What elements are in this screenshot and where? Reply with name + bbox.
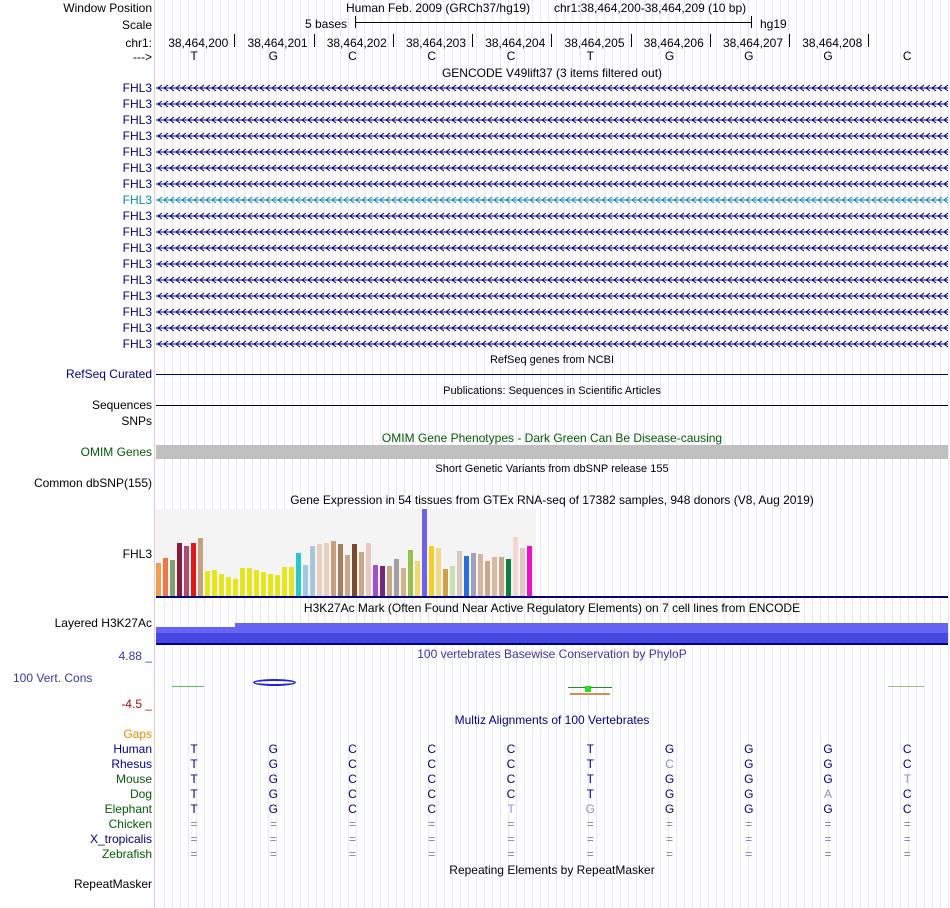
alignment-base: T — [586, 742, 594, 756]
gencode-gene-line[interactable] — [156, 306, 948, 318]
gtex-tissue-bar[interactable] — [359, 552, 364, 596]
gtex-tissue-bar[interactable] — [436, 548, 441, 596]
base-letter: G — [664, 49, 675, 63]
gtex-tissue-bar[interactable] — [401, 568, 406, 596]
alignment-base: C — [427, 772, 437, 786]
gencode-gene-label[interactable]: FHL3 — [122, 305, 152, 319]
base-letter: C — [506, 49, 516, 63]
gtex-tissue-bar[interactable] — [450, 566, 455, 596]
gencode-track-title: GENCODE V49lift37 (3 items filtered out) — [441, 66, 663, 80]
alignment-base: C — [348, 802, 357, 816]
alignment-base: C — [427, 787, 437, 801]
gencode-gene-label[interactable]: FHL3 — [122, 289, 152, 303]
alignment-base: C — [506, 742, 516, 756]
strand-label: ---> — [133, 50, 152, 64]
gencode-gene-line[interactable] — [156, 130, 948, 142]
gtex-tissue-bar[interactable] — [324, 543, 329, 596]
gtex-tissue-bar[interactable] — [282, 567, 287, 596]
refseq-track-label[interactable]: RefSeq Curated — [65, 367, 152, 381]
alignment-base: C — [902, 757, 912, 771]
ruler-tick-label: 38,464,206 — [643, 36, 704, 50]
gtex-tissue-bar[interactable] — [422, 509, 427, 596]
sequences-line[interactable] — [156, 405, 948, 406]
species-label[interactable]: Zebrafish — [101, 847, 152, 861]
species-label[interactable]: Rhesus — [111, 757, 152, 771]
phylop-mark-2 — [253, 679, 296, 686]
alignment-base: T — [586, 772, 594, 786]
alignment-base: G — [744, 787, 754, 801]
alignment-base: C — [427, 742, 437, 756]
scale-db: hg19 — [760, 17, 787, 31]
gtex-tissue-bar[interactable] — [261, 572, 266, 596]
window-position-label: Window Position — [63, 1, 152, 15]
phylop-track-label[interactable]: 100 Vert. Cons — [13, 671, 93, 685]
gencode-gene-label[interactable]: FHL3 — [122, 97, 152, 111]
gtex-tissue-bar[interactable] — [527, 546, 532, 596]
gtex-tissue-bar[interactable] — [520, 548, 525, 596]
gtex-tissue-bar[interactable] — [387, 566, 392, 596]
gencode-gene-label[interactable]: FHL3 — [122, 241, 152, 255]
alignment-base: A — [823, 787, 833, 801]
gtex-tissue-bar[interactable] — [212, 570, 217, 596]
gtex-tissue-bar[interactable] — [317, 544, 322, 596]
gtex-tissue-bar[interactable] — [429, 546, 434, 596]
alignment-base: = — [507, 817, 515, 831]
base-letter: G — [823, 49, 833, 63]
gtex-tissue-bar[interactable] — [408, 550, 413, 596]
gencode-gene-line[interactable] — [156, 290, 948, 302]
gencode-gene-label[interactable]: FHL3 — [122, 161, 152, 175]
ruler-tick-mark — [868, 34, 869, 47]
species-label[interactable]: Human — [113, 742, 152, 756]
species-label[interactable]: Mouse — [115, 772, 152, 786]
gtex-tissue-bar[interactable] — [471, 553, 476, 596]
phylop-min-label: -4.5 _ — [121, 697, 152, 711]
gtex-tissue-bar[interactable] — [513, 537, 518, 596]
alignment-base: G — [823, 742, 833, 756]
h3k27ac-track-label[interactable]: Layered H3K27Ac — [54, 616, 152, 630]
gtex-tissue-bar[interactable] — [233, 579, 238, 596]
gtex-tissue-bar[interactable] — [366, 543, 371, 596]
alignment-base: = — [903, 832, 911, 846]
phylop-mark-5 — [570, 693, 610, 695]
alignment-base: G — [664, 802, 675, 816]
gencode-gene-label[interactable]: FHL3 — [122, 81, 152, 95]
alignment-base: G — [823, 757, 833, 771]
omim-bar[interactable] — [156, 445, 948, 459]
gtex-tissue-bar[interactable] — [380, 566, 385, 596]
gencode-gene-label[interactable]: FHL3 — [122, 113, 152, 127]
gtex-tissue-bar[interactable] — [191, 543, 196, 596]
alignment-base: = — [745, 832, 753, 846]
alignment-base: C — [506, 787, 516, 801]
gencode-gene-line[interactable] — [156, 162, 948, 174]
alignment-base: T — [507, 802, 515, 816]
gtex-tissue-bar[interactable] — [289, 567, 294, 596]
sequences-track-label[interactable]: Sequences — [91, 398, 152, 412]
gencode-gene-line[interactable] — [156, 322, 948, 334]
alignment-base: = — [745, 817, 753, 831]
grid-line — [948, 0, 949, 908]
gtex-tissue-bar[interactable] — [205, 571, 210, 596]
gtex-baseline — [156, 596, 948, 598]
ruler-tick-mark — [710, 34, 711, 47]
alignment-base: T — [190, 802, 198, 816]
gtex-tissue-bar[interactable] — [156, 563, 161, 596]
ruler-tick-mark — [551, 34, 552, 47]
gtex-tissue-bar[interactable] — [338, 544, 343, 596]
gencode-gene-line[interactable] — [156, 194, 948, 206]
scale-bar — [355, 22, 751, 23]
alignment-base: G — [744, 757, 754, 771]
alignment-base: G — [664, 787, 675, 801]
alignment-base: C — [348, 787, 357, 801]
alignment-base: G — [268, 742, 278, 756]
alignment-base: G — [823, 802, 833, 816]
refseq-track-title: RefSeq genes from NCBI — [489, 354, 615, 366]
gtex-track-title: Gene Expression in 54 tissues from GTEx RNA-seq of 17382 samples, 948 donors (V8, Aug 2019) — [290, 493, 814, 507]
alignment-base: = — [507, 832, 515, 846]
alignment-base: = — [586, 817, 594, 831]
species-label[interactable]: Dog — [129, 787, 152, 801]
alignment-base: G — [744, 802, 754, 816]
chrom-label: chr1: — [125, 36, 152, 50]
alignment-base: C — [348, 757, 357, 771]
gencode-gene-label[interactable]: FHL3 — [122, 209, 152, 223]
gtex-tissue-bar[interactable] — [352, 544, 357, 596]
gencode-gene-label[interactable]: FHL3 — [122, 257, 152, 271]
ruler-tick-label: 38,464,202 — [326, 36, 387, 50]
alignment-base: G — [268, 772, 278, 786]
label-gutter-divider — [154, 0, 155, 908]
gtex-tissue-bar[interactable] — [247, 568, 252, 596]
dbsnp-track-title: Short Genetic Variants from dbSNP release 155 — [435, 463, 669, 475]
alignment-base: T — [586, 757, 594, 771]
ruler-tick-label: 38,464,201 — [247, 36, 308, 50]
gtex-tissue-bar[interactable] — [506, 559, 511, 596]
gtex-tissue-bar[interactable] — [478, 554, 483, 596]
species-label[interactable]: X_tropicalis — [89, 832, 152, 846]
gencode-gene-label[interactable]: FHL3 — [122, 129, 152, 143]
gtex-tissue-bar[interactable] — [240, 568, 245, 596]
alignment-base: T — [190, 772, 198, 786]
phylop-mark-6 — [888, 686, 924, 687]
ruler-tick-mark — [789, 34, 790, 47]
ruler-tick-mark — [631, 34, 632, 47]
gtex-track-label[interactable]: FHL3 — [122, 547, 152, 561]
gtex-tissue-bar[interactable] — [415, 561, 420, 596]
base-letter: C — [427, 49, 437, 63]
alignment-base: C — [902, 787, 912, 801]
phylop-mark-1 — [172, 686, 204, 687]
gencode-gene-label[interactable]: FHL3 — [122, 145, 152, 159]
snps-track-label[interactable]: SNPs — [121, 414, 152, 428]
alignment-base: C — [348, 772, 357, 786]
h3k27ac-signal-lower — [156, 633, 948, 643]
h3k27ac-baseline — [156, 643, 948, 645]
alignment-base: G — [744, 772, 754, 786]
ruler-tick-mark — [393, 34, 394, 47]
omim-track-label[interactable]: OMIM Genes — [80, 445, 152, 459]
refseq-gene-line[interactable] — [156, 374, 948, 375]
species-label[interactable]: Elephant — [104, 802, 152, 816]
ruler-tick-label: 38,464,208 — [802, 36, 863, 50]
gtex-tissue-bar[interactable] — [268, 574, 273, 596]
alignment-base: = — [745, 847, 753, 861]
h3k27ac-track-title: H3K27Ac Mark (Often Found Near Active Regulatory Elements) on 7 cell lines from ENCODE — [303, 601, 801, 615]
pubs-track-title: Publications: Sequences in Scientific Articles — [443, 385, 661, 397]
ruler-tick-label: 38,464,200 — [168, 36, 229, 50]
alignment-base: = — [824, 847, 832, 861]
gtex-tissue-bar[interactable] — [310, 546, 315, 596]
base-letter: G — [744, 49, 754, 63]
alignment-base: T — [190, 787, 198, 801]
alignment-base: G — [664, 742, 675, 756]
alignment-base: = — [269, 847, 277, 861]
gencode-gene-line[interactable] — [156, 210, 948, 222]
gtex-tissue-bar[interactable] — [345, 555, 350, 596]
alignment-base: = — [428, 832, 436, 846]
alignment-base: T — [586, 787, 594, 801]
alignment-base: G — [823, 772, 833, 786]
gtex-tissue-bar[interactable] — [303, 565, 308, 596]
alignment-base: C — [506, 772, 516, 786]
gtex-tissue-bar[interactable] — [457, 551, 462, 596]
alignment-base: C — [506, 757, 516, 771]
base-letter: T — [586, 49, 594, 63]
alignment-base: C — [348, 742, 357, 756]
gencode-gene-line[interactable] — [156, 146, 948, 158]
gencode-gene-line[interactable] — [156, 114, 948, 126]
alignment-base: = — [586, 832, 594, 846]
scale-bar-right — [751, 16, 752, 28]
alignment-base: = — [903, 817, 911, 831]
alignment-base: G — [268, 757, 278, 771]
alignment-base: = — [665, 847, 674, 861]
gtex-tissue-bar[interactable] — [485, 561, 490, 596]
alignment-base: = — [665, 832, 674, 846]
alignment-base: = — [190, 832, 198, 846]
alignment-base: G — [268, 787, 278, 801]
gencode-gene-label[interactable]: FHL3 — [122, 193, 152, 207]
alignment-base: G — [664, 772, 675, 786]
gaps-label[interactable]: Gaps — [123, 727, 152, 741]
ruler-tick-mark — [234, 34, 235, 47]
phylop-max-label: 4.88 _ — [118, 649, 152, 663]
gencode-gene-label[interactable]: FHL3 — [122, 337, 152, 351]
ruler-tick-label: 38,464,205 — [564, 36, 625, 50]
repeat-track-label[interactable]: RepeatMasker — [73, 877, 152, 891]
alignment-base: = — [348, 832, 357, 846]
alignment-base: C — [665, 757, 674, 771]
alignment-base: = — [665, 817, 674, 831]
alignment-base: = — [507, 847, 515, 861]
base-letter: C — [902, 49, 912, 63]
alignment-base: = — [348, 847, 357, 861]
multiz-track-title: Multiz Alignments of 100 Vertebrates — [454, 713, 650, 727]
gtex-tissue-bar[interactable] — [226, 577, 231, 596]
gtex-tissue-bar[interactable] — [464, 556, 469, 596]
ruler-tick-label: 38,464,204 — [485, 36, 546, 50]
gencode-gene-line[interactable] — [156, 258, 948, 270]
gencode-gene-label[interactable]: FHL3 — [122, 273, 152, 287]
phylop-mark-4 — [585, 686, 591, 692]
alignment-base: = — [824, 832, 832, 846]
gtex-tissue-bar[interactable] — [198, 538, 203, 596]
gencode-gene-label[interactable]: FHL3 — [122, 321, 152, 335]
alignment-base: G — [744, 742, 754, 756]
ruler-tick-label: 38,464,207 — [722, 36, 783, 50]
alignment-base: C — [427, 757, 437, 771]
base-letter: G — [268, 49, 278, 63]
alignment-base: = — [586, 847, 594, 861]
alignment-base: C — [902, 802, 912, 816]
ruler-tick-mark — [472, 34, 473, 47]
gtex-tissue-bar[interactable] — [499, 557, 504, 596]
phylop-track-title: 100 vertebrates Basewise Conservation by PhyloP — [417, 647, 687, 661]
alignment-base: C — [902, 742, 912, 756]
gtex-tissue-bar[interactable] — [275, 575, 280, 596]
base-letter: C — [348, 49, 357, 63]
alignment-base: G — [585, 802, 595, 816]
alignment-base: = — [428, 817, 436, 831]
base-letter: T — [190, 49, 198, 63]
alignment-base: = — [190, 817, 198, 831]
gencode-gene-label[interactable]: FHL3 — [122, 225, 152, 239]
gtex-tissue-bar[interactable] — [373, 565, 378, 596]
gtex-tissue-bar[interactable] — [331, 541, 336, 596]
gencode-gene-line[interactable] — [156, 274, 948, 286]
alignment-base: = — [903, 847, 911, 861]
alignment-base: = — [269, 832, 277, 846]
repeat-track-title: Repeating Elements by RepeatMasker — [449, 863, 655, 877]
alignment-base: = — [190, 847, 198, 861]
gencode-gene-line[interactable] — [156, 226, 948, 238]
gtex-tissue-bar[interactable] — [254, 570, 259, 596]
gtex-tissue-bar[interactable] — [163, 558, 168, 596]
alignment-base: = — [824, 817, 832, 831]
alignment-base: G — [268, 802, 278, 816]
gtex-tissue-bar[interactable] — [170, 560, 175, 596]
gencode-gene-line[interactable] — [156, 178, 948, 190]
gencode-gene-line[interactable] — [156, 98, 948, 110]
gencode-gene-line[interactable] — [156, 242, 948, 254]
alignment-base: T — [190, 742, 198, 756]
ruler-tick-label: 38,464,203 — [405, 36, 466, 50]
scale-text: 5 bases — [305, 17, 348, 31]
species-label[interactable]: Chicken — [108, 817, 152, 831]
alignment-base: T — [190, 757, 198, 771]
alignment-base: = — [269, 817, 277, 831]
gencode-gene-line[interactable] — [156, 338, 948, 350]
ruler-tick-mark — [314, 34, 315, 47]
gtex-tissue-bar[interactable] — [394, 559, 399, 596]
alignment-base: C — [427, 802, 437, 816]
alignment-base: T — [903, 772, 911, 786]
gtex-tissue-bar[interactable] — [219, 574, 224, 596]
alignment-base: = — [428, 847, 436, 861]
gencode-gene-line[interactable] — [156, 82, 948, 94]
gtex-tissue-bar[interactable] — [296, 553, 301, 596]
omim-track-title: OMIM Gene Phenotypes - Dark Green Can Be Disease-causing — [381, 431, 723, 445]
gencode-gene-label[interactable]: FHL3 — [122, 177, 152, 191]
gtex-tissue-bar[interactable] — [492, 557, 497, 596]
position-text[interactable]: chr1:38,464,200-38,464,209 (10 bp) — [554, 1, 747, 15]
gtex-tissue-bar[interactable] — [177, 543, 182, 596]
dbsnp-track-label[interactable]: Common dbSNP(155) — [33, 476, 152, 490]
scale-label: Scale — [121, 18, 152, 32]
gtex-tissue-bar[interactable] — [443, 569, 448, 596]
assembly-text: Human Feb. 2009 (GRCh37/hg19) — [346, 1, 531, 15]
gtex-tissue-bar[interactable] — [184, 546, 189, 596]
alignment-base: = — [348, 817, 357, 831]
